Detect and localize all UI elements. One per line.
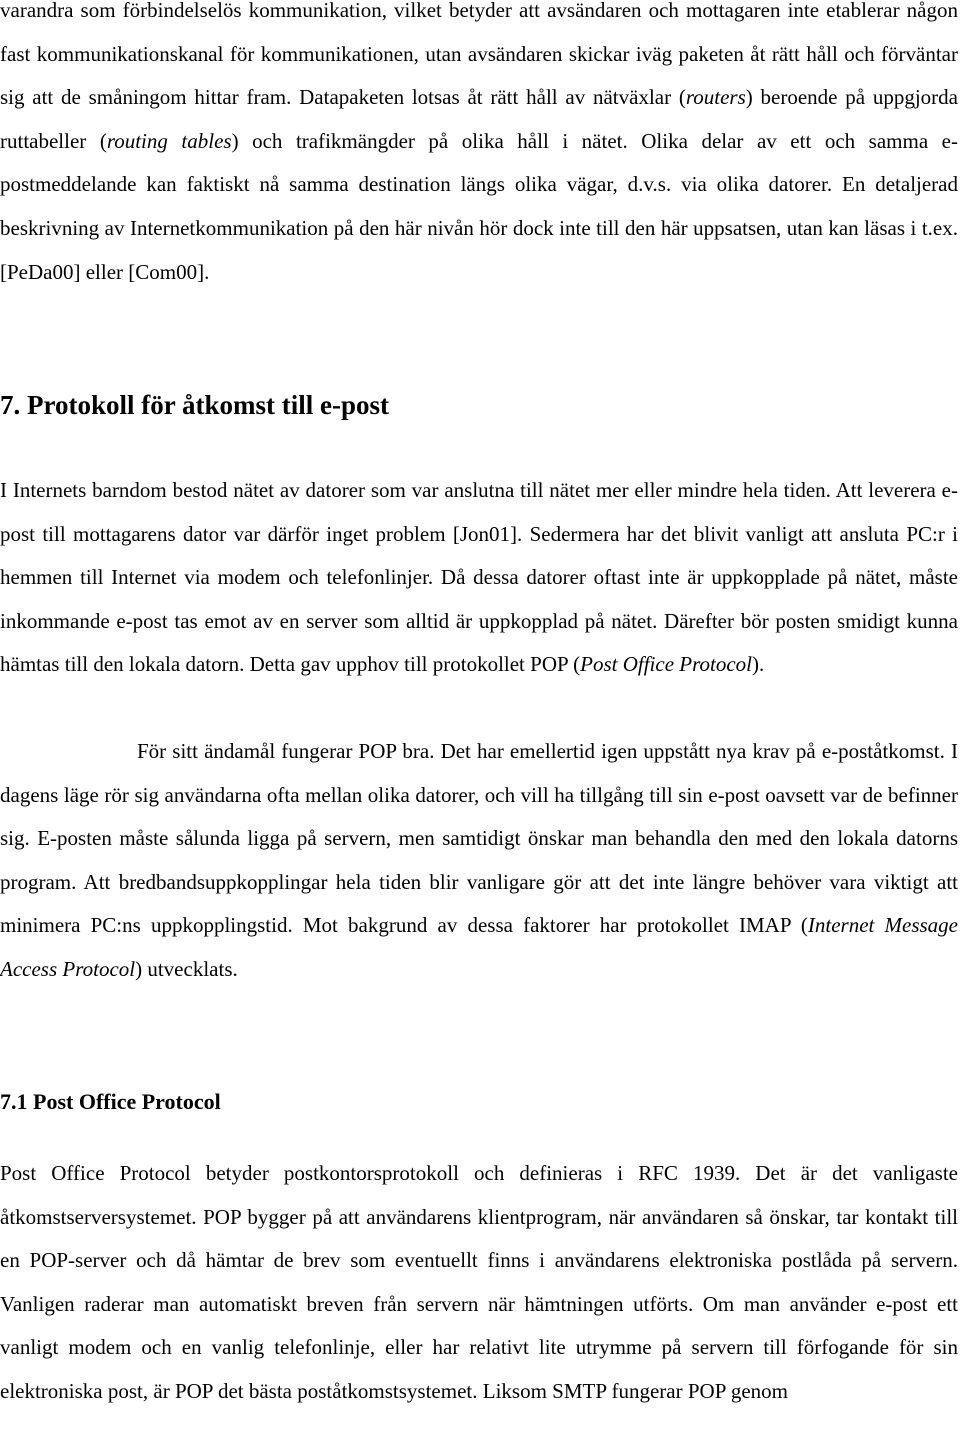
section-7-paragraph-1 (0, 469, 958, 687)
intro-term-routing-tables: routing tables (106, 128, 232, 153)
section-7-p1-text-1: I Internets barndom bestod nätet av datorer som var anslutna till nätet mer eller mindre hela tiden. Att leverera e-post till mottagarens dator var därför inget problem [Jon01]. Sedermera har det blivit vanligt att ansluta PC:r i hemmen till Internet via modem och telefonlinjer. Då dessa datorer oftast inte är uppkopplade på nätet, måste inkommande e-post tas emot av en server som alltid är uppkopplad på nätet. Därefter bör posten smidigt kunna hämtas till den lokala datorn. Detta gav upphov till protokollet POP ( (0, 478, 958, 677)
intro-paragraph (0, 0, 958, 294)
intro-text-1: varandra som förbindelselös kommunikation, vilket betyder att avsändaren och mottagaren inte etablerar någon fast kommunikationskanal för kommunikationen, utan avsändaren skickar iväg paketen åt rätt håll och förväntar sig att de småningom hittar fram. Datapaketen lotsas åt rätt håll av nätväxlar ( (0, 0, 958, 110)
intro-term-routers: routers (685, 85, 746, 110)
intro-text-3: ) och trafikmängder på olika håll i nätet. Olika delar av ett och samma e-postmeddelande kan faktiskt nå samma destination längs olika vägar, d.v.s. via olika datorer. En detaljerad beskrivning av Internetkommunikation på den här nivån hör dock inte till den här uppsatsen, utan kan läsas i t.ex. [PeDa00] eller [Com00]. (0, 128, 958, 284)
section-7-p2-text-1: För sitt ändamål fungerar POP bra. Det har emellertid igen uppstått nya krav på e-poståtkomst. I dagens läge rör sig användarna ofta mellan olika datorer, och vill ha tillgång till sin e-post oavsett var de befinner sig. E-posten måste sålunda ligga på servern, men samtidigt önskar man behandla den med den lokala datorns program. Att bredbandsuppkopplingar hela tiden blir vanligare gör att det inte längre behöver vara viktigt att minimera PC:ns uppkopplingstid. Mot bakgrund av dessa faktorer har protokollet IMAP ( (0, 739, 958, 938)
intro-text-2: ) beroende på uppgjorda ruttabeller ( (0, 85, 958, 153)
section-7-p1-text-2: ). (751, 652, 765, 677)
section-7-p2-text-2: ) utvecklats. (135, 956, 238, 981)
section-7-paragraph-2 (0, 730, 958, 992)
section-7-heading: 7. Protokoll för åtkomst till e-post (0, 390, 389, 420)
section-7-p2-term-imap: Internet Message Access Protocol (0, 913, 958, 981)
section-7-1-paragraph: Post Office Protocol betyder postkontorsprotokoll och definieras i RFC 1939. Det är det vanligaste åtkomstserversystemet. POP bygger på att användarens klientprogram, när användaren så önskar, tar kontakt till en POP-server och då hämtar de brev som eventuellt finns i användarens elektroniska postlåda på servern. Vanligen raderar man automatiskt breven från servern när hämtningen utförts. Om man använder e-post ett vanligt modem och en vanlig telefonlinje, eller har relativt lite utrymme på servern till förfogande för sin elektroniska post, är POP det bästa poståtkomstsystemet. Liksom SMTP fungerar POP genom (0, 1161, 958, 1403)
section-7-1-heading: 7.1 Post Office Protocol (0, 1089, 221, 1114)
section-7-p1-term-pop: Post Office Protocol (580, 652, 752, 677)
